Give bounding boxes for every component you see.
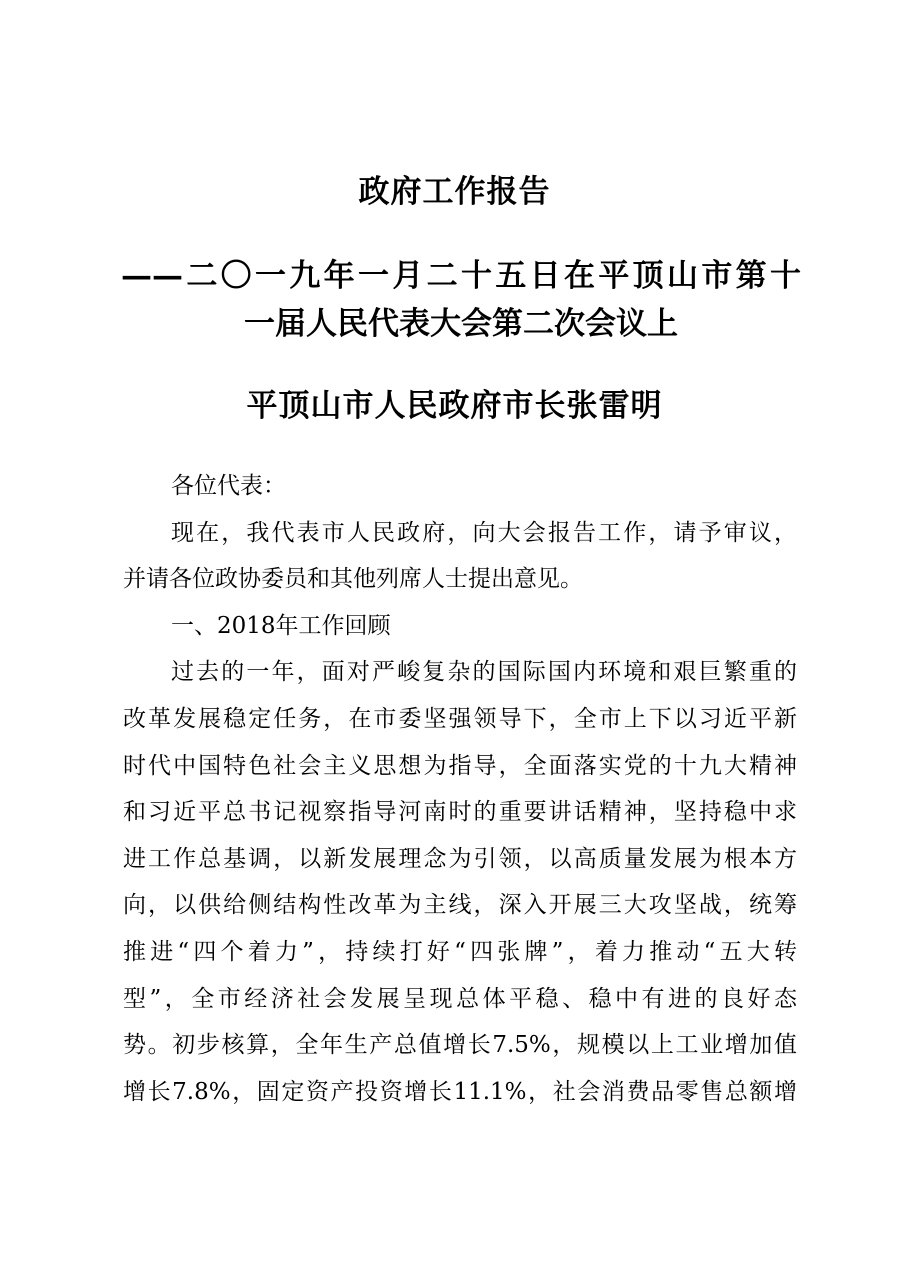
review-line: 过去的一年，面对严峻复杂的国际国内环境和艰巨繁重的 (171, 659, 797, 686)
review-line: 改革发展稳定任务，在市委坚强领导下，全市上下以习近平新 (123, 705, 797, 732)
intro-line-2: 并请各位政协委员和其他列席人士提出意见。 (123, 566, 583, 593)
salutation: 各位代表： (171, 473, 286, 499)
review-line: 向，以供给侧结构性改革为主线，深入开展三大攻坚战，统筹 (123, 892, 797, 919)
review-line: 时代中国特色社会主义思想为指导，全面落实党的十九大精神 (123, 752, 797, 779)
review-line: 增长7.8%，固定资产投资增长11.1%，社会消费品零售总额增 (123, 1078, 797, 1105)
document-title: 政府工作报告 (358, 174, 551, 210)
review-line: 型”，全市经济社会发展呈现总体平稳、稳中有进的良好态 (123, 985, 797, 1012)
review-line: 推进“四个着力”，持续打好“四张牌”，着力推动“五大转 (123, 938, 797, 965)
speaker-line: 平顶山市人民政府市长张雷明 (246, 388, 663, 424)
review-line: 势。初步核算，全年生产总值增长7.5%，规模以上工业增加值 (123, 1032, 797, 1059)
intro-line-1: 现在，我代表市人民政府，向大会报告工作，请予审议， (171, 519, 797, 546)
subtitle-line-2: 一届人民代表大会第二次会议上 (244, 306, 678, 342)
review-line: 和习近平总书记视察指导河南时的重要讲话精神，坚持稳中求 (123, 799, 797, 826)
body-text (123, 463, 797, 1115)
subtitle-line-1: ——二〇一九年一月二十五日在平顶山市第十 (121, 258, 801, 294)
section-heading: 一、2018年工作回顾 (171, 612, 391, 639)
review-line: 进工作总基调，以新发展理念为引领，以高质量发展为根本方 (123, 845, 797, 872)
